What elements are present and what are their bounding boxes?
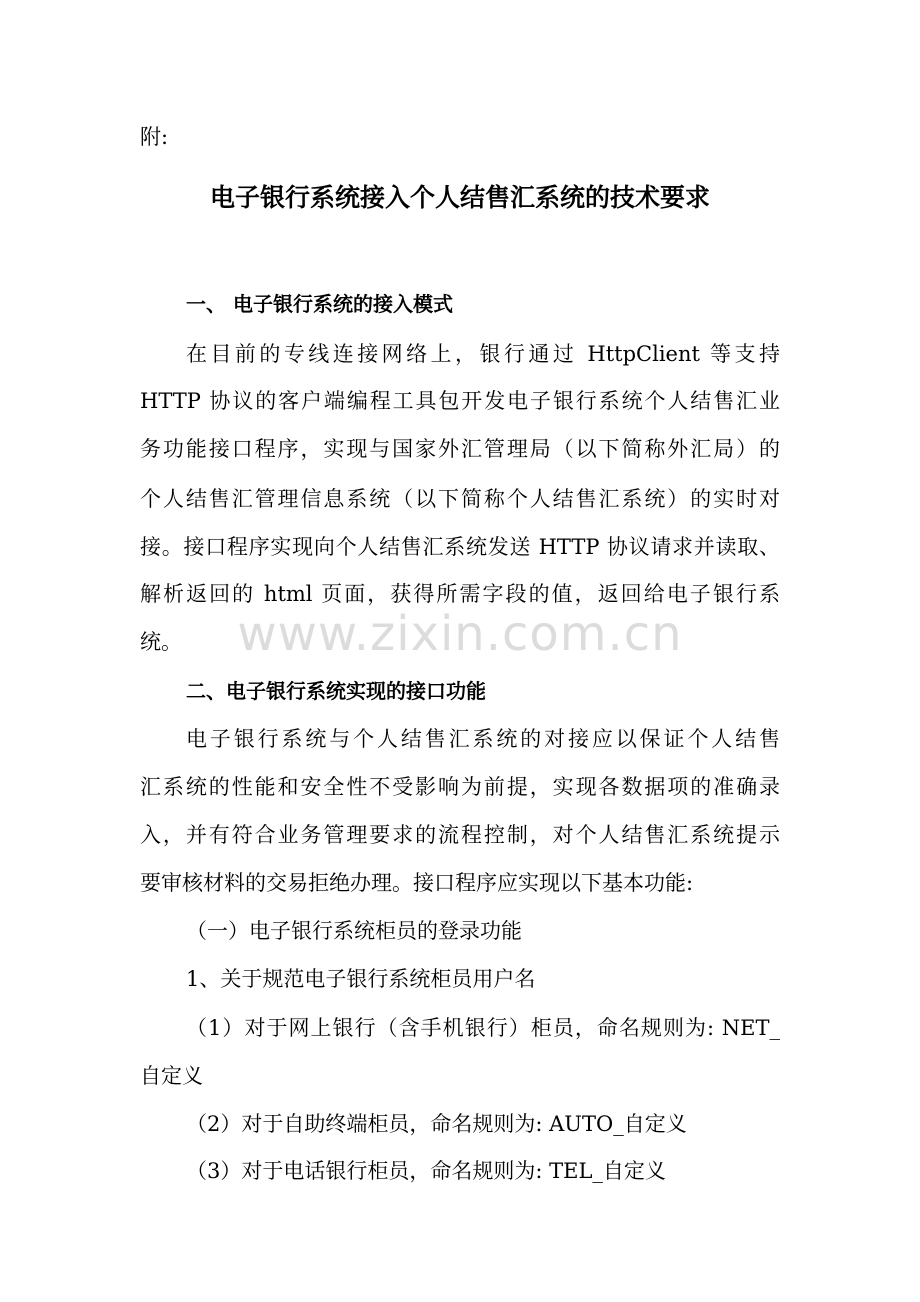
paragraph-line: 统。 [140,630,182,654]
section-heading-1: 一、 电子银行系统的接入模式 [186,292,453,316]
paragraph-line: 解析返回的 html 页面，获得所需字段的值，返回给电子银行系 [140,582,780,606]
paragraph-line: 务功能接口程序，实现与国家外汇管理局（以下简称外汇局）的 [140,437,780,461]
document-title: 电子银行系统接入个人结售汇系统的技术要求 [209,183,710,212]
paragraph-line: 个人结售汇管理信息系统（以下简称个人结售汇系统）的实时对 [140,487,780,511]
paragraph-line: 接。接口程序实现向个人结售汇系统发送 HTTP 协议请求并读取、 [140,535,780,559]
list-item: （3）对于电话银行柜员，命名规则为: TEL_自定义 [186,1159,666,1183]
paragraph-line: 要审核材料的交易拒绝办理。接口程序应实现以下基本功能: [140,871,694,895]
section-heading-2: 二、电子银行系统实现的接口功能 [186,679,486,703]
list-item: 自定义 [140,1064,203,1088]
subsection-heading: （一）电子银行系统柜员的登录功能 [186,919,522,943]
paragraph-line: HTTP 协议的客户端编程工具包开发电子银行系统个人结售汇业 [140,389,780,413]
paragraph-line: 电子银行系统与个人结售汇系统的对接应以保证个人结售 [186,727,780,751]
list-item: （2）对于自助终端柜员，命名规则为: AUTO_自定义 [186,1112,687,1136]
paragraph-line: 汇系统的性能和安全性不受影响为前提，实现各数据项的准确录 [140,775,780,799]
watermark: www.zixin.com.cn [237,606,683,662]
paragraph-line: 在目前的专线连接网络上，银行通过 HttpClient 等支持 [186,342,780,366]
list-item: 1、关于规范电子银行系统柜员用户名 [186,967,536,991]
list-item: （1）对于网上银行（含手机银行）柜员，命名规则为: NET_ [186,1016,780,1040]
attachment-label: 附: [140,125,169,149]
paragraph-line: 入，并有符合业务管理要求的流程控制，对个人结售汇系统提示 [140,823,780,847]
